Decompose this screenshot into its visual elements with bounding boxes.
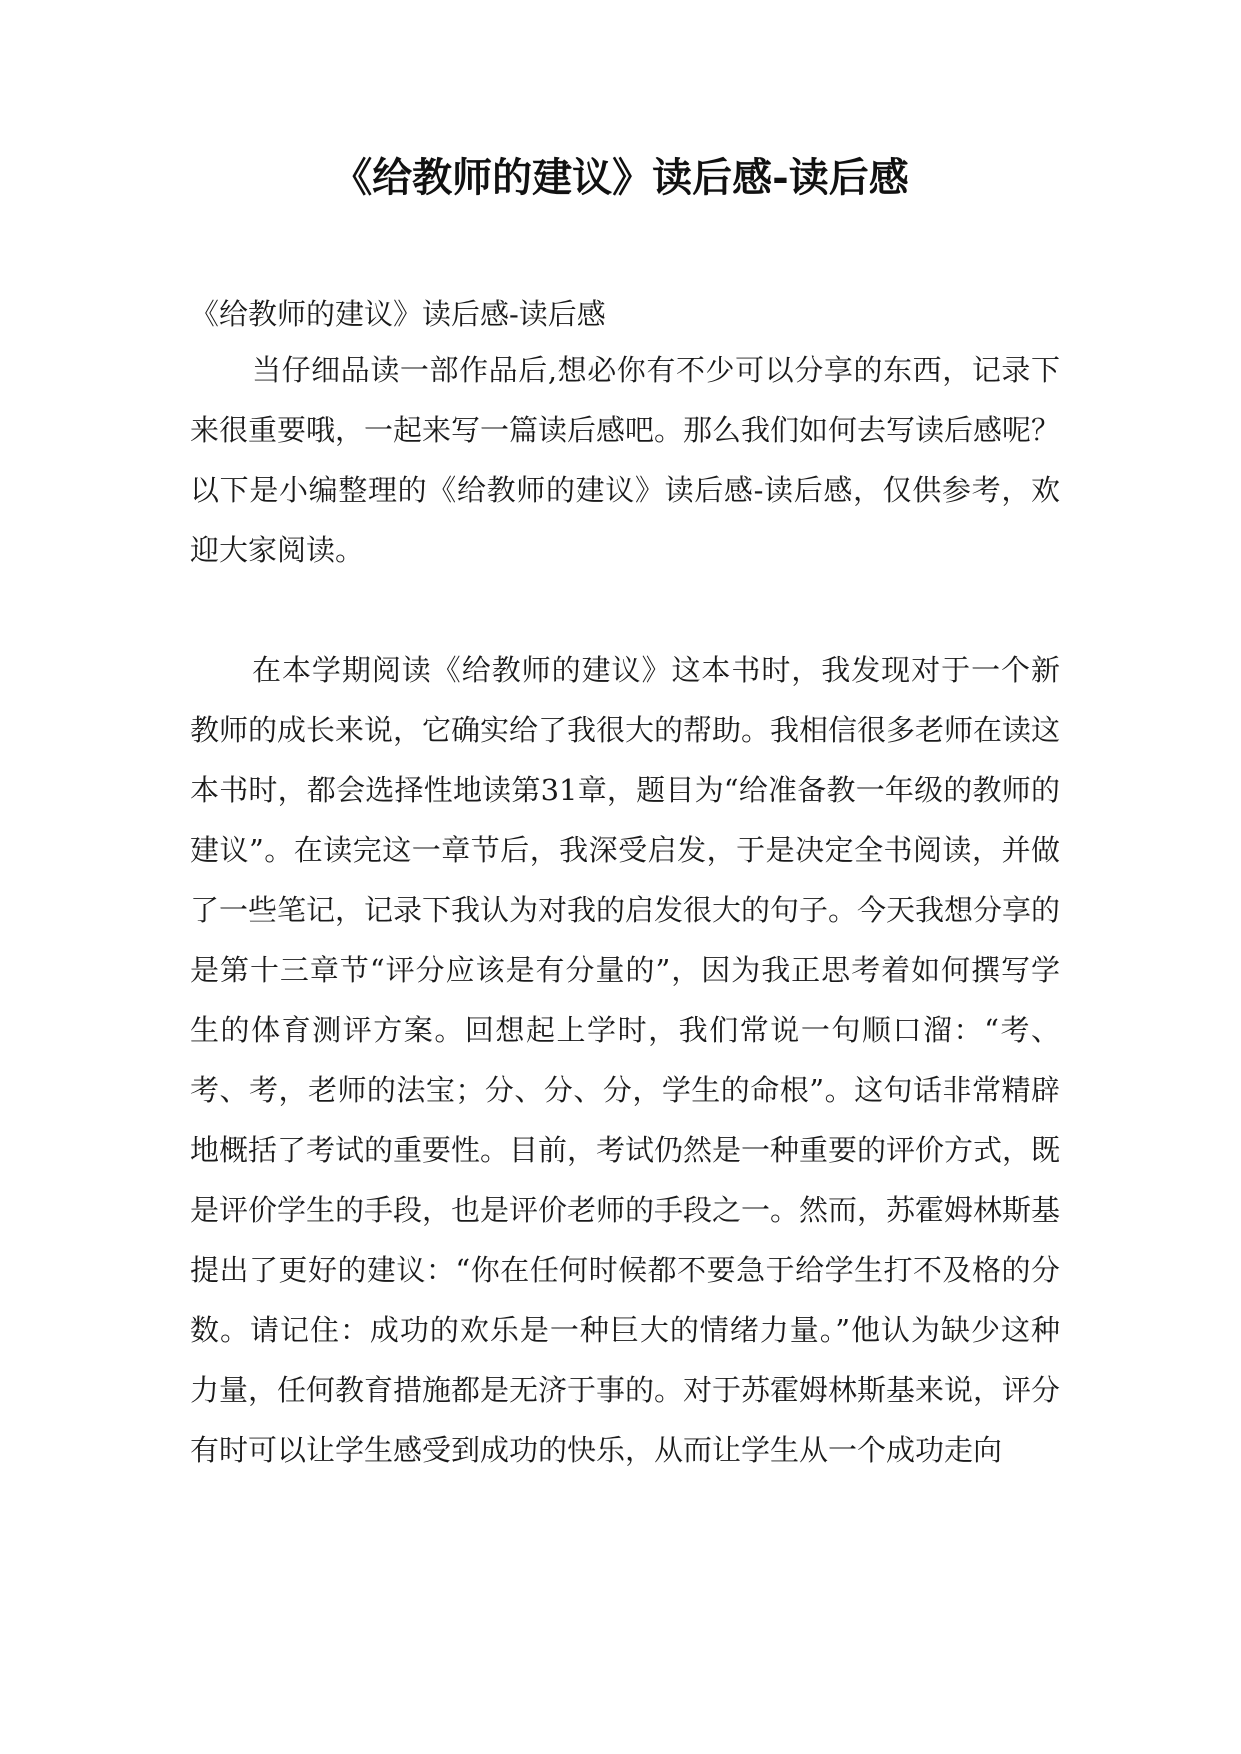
document-subtitle: 《给教师的建议》读后感-读后感 (190, 297, 606, 331)
body-paragraph: 在本学期阅读《给教师的建议》这本书时，我发现对于一个新教师的成长来说，它确实给了我很大的帮助。我相信很多老师在读这本书时，都会选择性地读第31章，题目为“给准备教一年级的教师的建议”。在读完这一章节后，我深受启发，于是决定全书阅读，并做了一些笔记，记录下我认为对我的启发很大的句子。今天我想分享的是第十三章节“评分应该是有分量的”，因为我正思考着如何撰写学生的体育测评方案。回想起上学时，我们常说一句顺口溜：“考、考、考，老师的法宝；分、分、分，学生的命根”。这句话非常精辟地概括了考试的重要性。目前，考试仍然是一种重要的评价方式，既是评价学生的手段，也是评价老师的手段之一。然而，苏霍姆林斯基提出了更好的建议：“你在任何时候都不要急于给学生打不及格的分数。请记住：成功的欢乐是一种巨大的情绪力量。”他认为缺少这种力量，任何教育措施都是无济于事的。对于苏霍姆林斯基来说，评分有时可以让学生感受到成功的快乐，从而让学生从一个成功走向 (190, 653, 1061, 1467)
document-title: 《给教师的建议》读后感-读后感 (332, 154, 909, 201)
intro-paragraph: 当仔细品读一部作品后,想必你有不少可以分享的东西，记录下来很重要哦，一起来写一篇读后感吧。那么我们如何去写读后感呢？以下是小编整理的《给教师的建议》读后感-读后感，仅供参考，欢迎大家阅读。 (190, 353, 1061, 567)
